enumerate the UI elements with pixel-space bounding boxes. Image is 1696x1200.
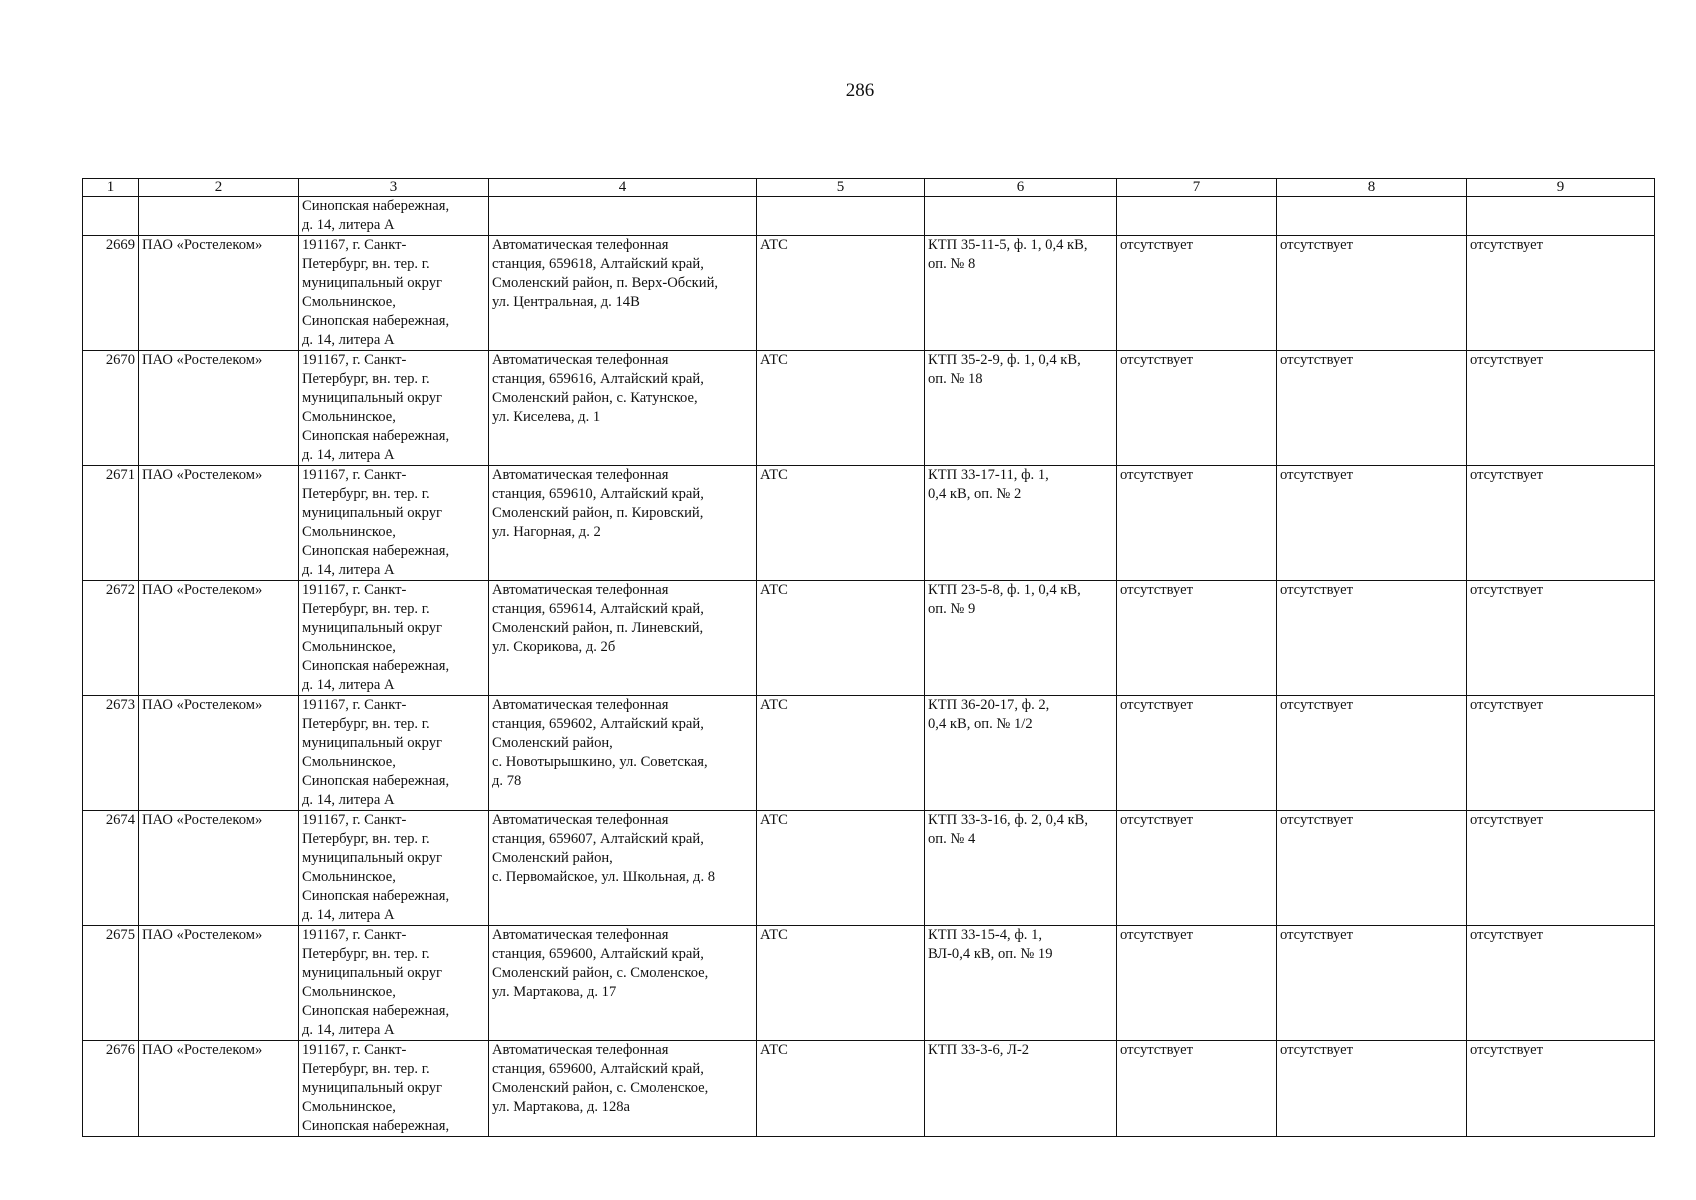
organization-name: ПАО «Ростелеком»: [142, 237, 263, 253]
column-9-value: отсутствует: [1470, 352, 1544, 368]
organization-name: ПАО «Ростелеком»: [142, 927, 263, 943]
column-9-value: отсутствует: [1470, 697, 1544, 713]
row-number: 2676: [105, 1042, 135, 1058]
continued-address: Синопская набережная, д. 14, литера А: [302, 198, 450, 233]
object-description: Автоматическая телефонная станция, 659614, Алтайский край, Смоленский район, п. Линевский, ул. Скорикова, д. 2б: [492, 582, 704, 655]
object-type: АТС: [760, 1042, 788, 1058]
object-type: АТС: [760, 352, 788, 368]
column-header: 9: [1467, 179, 1655, 197]
organization-address: 191167, г. Санкт- Петербург, вн. тер. г. муниципальный округ Смольнинское, Синопская набережная, д. 14, литера А: [302, 812, 450, 923]
power-source: КТП 35-2-9, ф. 1, 0,4 кВ, оп. № 18: [928, 352, 1081, 387]
column-header: 4: [489, 179, 757, 197]
organization-name: ПАО «Ростелеком»: [142, 1042, 263, 1058]
row-number: 2672: [105, 582, 135, 598]
column-header: 3: [299, 179, 489, 197]
object-description: Автоматическая телефонная станция, 659600, Алтайский край, Смоленский район, с. Смоленское, ул. Мартакова, д. 128а: [492, 1042, 709, 1115]
column-7-value: отсутствует: [1120, 812, 1194, 828]
column-7-value: отсутствует: [1120, 927, 1194, 943]
column-number-row: [83, 179, 1655, 197]
row-number: 2673: [105, 697, 135, 713]
object-type: АТС: [760, 927, 788, 943]
object-type: АТС: [760, 697, 788, 713]
column-7-value: отсутствует: [1120, 352, 1194, 368]
table-row: [83, 466, 1655, 581]
column-header: 8: [1277, 179, 1467, 197]
row-number: 2671: [105, 467, 135, 483]
column-9-value: отсутствует: [1470, 237, 1544, 253]
table-row: [83, 926, 1655, 1041]
column-7-value: отсутствует: [1120, 582, 1194, 598]
column-8-value: отсутствует: [1280, 812, 1354, 828]
column-8-value: отсутствует: [1280, 697, 1354, 713]
organization-name: ПАО «Ростелеком»: [142, 697, 263, 713]
column-7-value: отсутствует: [1120, 467, 1194, 483]
object-description: Автоматическая телефонная станция, 659610, Алтайский край, Смоленский район, п. Кировский, ул. Нагорная, д. 2: [492, 467, 704, 540]
table-row: [83, 696, 1655, 811]
organization-name: ПАО «Ростелеком»: [142, 467, 263, 483]
power-source: КТП 36-20-17, ф. 2, 0,4 кВ, оп. № 1/2: [928, 697, 1050, 732]
object-type: АТС: [760, 237, 788, 253]
object-description: Автоматическая телефонная станция, 659602, Алтайский край, Смоленский район, с. Новотырышкино, ул. Советская, д. 78: [492, 697, 708, 789]
organization-address: 191167, г. Санкт- Петербург, вн. тер. г. муниципальный округ Смольнинское, Синопская набережная, д. 14, литера А: [302, 467, 450, 578]
organization-address: 191167, г. Санкт- Петербург, вн. тер. г. муниципальный округ Смольнинское, Синопская набережная,: [302, 1042, 450, 1134]
row-number: 2670: [105, 352, 135, 368]
column-header: 7: [1117, 179, 1277, 197]
power-source: КТП 33-3-6, Л-2: [928, 1042, 1030, 1058]
column-header: 6: [925, 179, 1117, 197]
column-header: 1: [83, 179, 139, 197]
column-9-value: отсутствует: [1470, 1042, 1544, 1058]
column-7-value: отсутствует: [1120, 237, 1194, 253]
column-8-value: отсутствует: [1280, 467, 1354, 483]
column-8-value: отсутствует: [1280, 582, 1354, 598]
registry-table: [82, 178, 1655, 1137]
column-8-value: отсутствует: [1280, 237, 1354, 253]
organization-address: 191167, г. Санкт- Петербург, вн. тер. г. муниципальный округ Смольнинское, Синопская набережная, д. 14, литера А: [302, 352, 450, 463]
organization-name: ПАО «Ростелеком»: [142, 352, 263, 368]
page-number: 286: [845, 80, 875, 101]
power-source: КТП 33-17-11, ф. 1, 0,4 кВ, оп. № 2: [928, 467, 1049, 502]
organization-address: 191167, г. Санкт- Петербург, вн. тер. г. муниципальный округ Смольнинское, Синопская набережная, д. 14, литера А: [302, 237, 450, 348]
column-8-value: отсутствует: [1280, 1042, 1354, 1058]
row-number: 2669: [105, 237, 135, 253]
power-source: КТП 33-3-16, ф. 2, 0,4 кВ, оп. № 4: [928, 812, 1089, 847]
object-type: АТС: [760, 582, 788, 598]
power-source: КТП 33-15-4, ф. 1, ВЛ-0,4 кВ, оп. № 19: [928, 927, 1053, 962]
organization-name: ПАО «Ростелеком»: [142, 812, 263, 828]
column-9-value: отсутствует: [1470, 812, 1544, 828]
column-header: 2: [139, 179, 299, 197]
table-row: [83, 1041, 1655, 1137]
column-7-value: отсутствует: [1120, 1042, 1194, 1058]
column-7-value: отсутствует: [1120, 697, 1194, 713]
column-8-value: отсутствует: [1280, 927, 1354, 943]
object-description: Автоматическая телефонная станция, 659607, Алтайский край, Смоленский район, с. Первомайское, ул. Школьная, д. 8: [492, 812, 716, 885]
table-row: [83, 236, 1655, 351]
object-type: АТС: [760, 812, 788, 828]
table-row: [83, 811, 1655, 926]
object-description: Автоматическая телефонная станция, 659600, Алтайский край, Смоленский район, с. Смоленское, ул. Мартакова, д. 17: [492, 927, 709, 1000]
organization-name: ПАО «Ростелеком»: [142, 582, 263, 598]
column-9-value: отсутствует: [1470, 927, 1544, 943]
organization-address: 191167, г. Санкт- Петербург, вн. тер. г. муниципальный округ Смольнинское, Синопская набережная, д. 14, литера А: [302, 697, 450, 808]
power-source: КТП 35-11-5, ф. 1, 0,4 кВ, оп. № 8: [928, 237, 1088, 272]
table-row: [83, 351, 1655, 466]
organization-address: 191167, г. Санкт- Петербург, вн. тер. г. муниципальный округ Смольнинское, Синопская набережная, д. 14, литера А: [302, 927, 450, 1038]
column-header: 5: [757, 179, 925, 197]
continued-row: [83, 197, 1655, 236]
object-description: Автоматическая телефонная станция, 659618, Алтайский край, Смоленский район, п. Верх-Обский, ул. Центральная, д. 14В: [492, 237, 719, 310]
organization-address: 191167, г. Санкт- Петербург, вн. тер. г. муниципальный округ Смольнинское, Синопская набережная, д. 14, литера А: [302, 582, 450, 693]
table-row: [83, 581, 1655, 696]
row-number: 2675: [105, 927, 135, 943]
column-9-value: отсутствует: [1470, 582, 1544, 598]
column-9-value: отсутствует: [1470, 467, 1544, 483]
column-8-value: отсутствует: [1280, 352, 1354, 368]
object-type: АТС: [760, 467, 788, 483]
power-source: КТП 23-5-8, ф. 1, 0,4 кВ, оп. № 9: [928, 582, 1081, 617]
object-description: Автоматическая телефонная станция, 659616, Алтайский край, Смоленский район, с. Катунское, ул. Киселева, д. 1: [492, 352, 704, 425]
row-number: 2674: [105, 812, 135, 828]
